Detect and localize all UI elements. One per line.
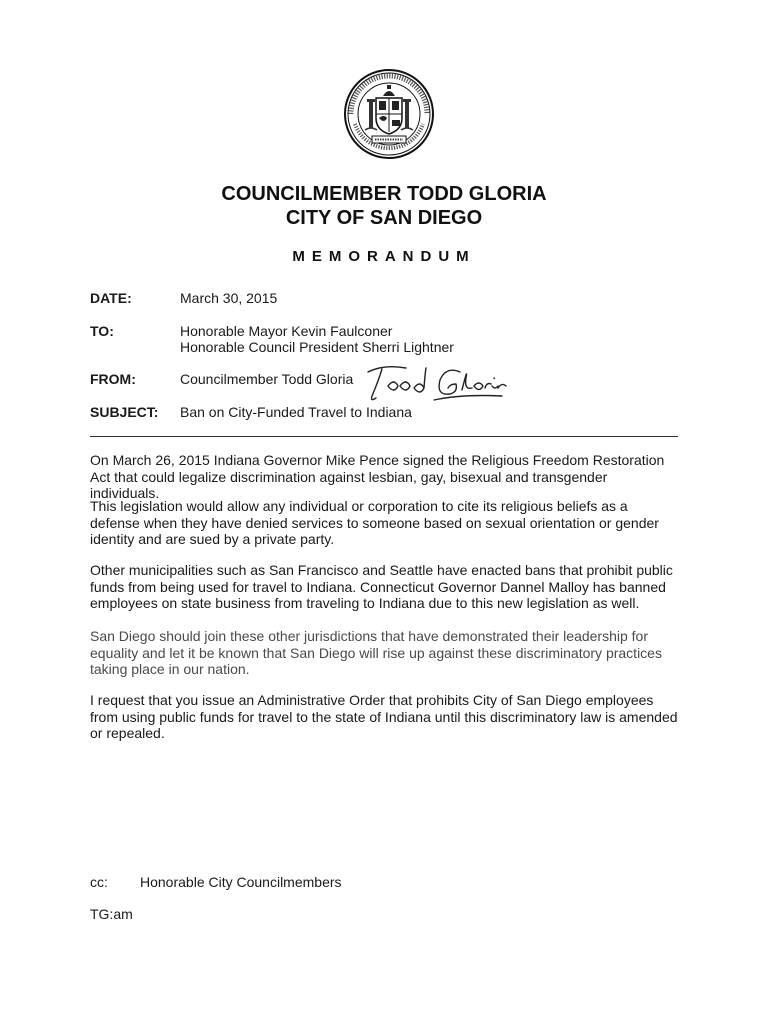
to-recipient-1: Honorable Mayor Kevin Faulconer (180, 323, 393, 339)
date-label: DATE: (90, 290, 132, 306)
from-label: FROM: (90, 371, 136, 387)
typist-initials: TG:am (90, 906, 133, 922)
header-divider (90, 436, 678, 437)
subject-label: SUBJECT: (90, 404, 159, 420)
body-paragraph-2: This legislation would allow any individual or corporation to cite its religious beliefs as a defense when they have denied services to someone based on sexual orientation or gender identity and are sued by a private party. (90, 498, 659, 547)
cc-label: cc: (90, 874, 108, 890)
date-value: March 30, 2015 (180, 290, 278, 306)
city-seal-logo (343, 68, 435, 160)
body-paragraph-5: I request that you issue an Administrative Order that prohibits City of San Diego employees from using public funds for travel to the state of Indiana until this discriminatory law is amended or repealed. (90, 692, 678, 741)
header-councilmember: COUNCILMEMBER TODD GLORIA (221, 183, 547, 205)
cc-recipients: Honorable City Councilmembers (140, 874, 342, 890)
subject-value: Ban on City-Funded Travel to Indiana (180, 404, 412, 420)
handwritten-signature (362, 360, 508, 408)
body-paragraph-4: San Diego should join these other jurisdictions that have demonstrated their leadership for equality and let it be known that San Diego will rise up against these discriminatory practices taking place in our nation. (90, 628, 662, 677)
to-label: TO: (90, 323, 114, 339)
memorandum-label: MEMORANDUM (292, 248, 476, 265)
to-recipient-2: Honorable Council President Sherri Lightner (180, 339, 454, 355)
body-paragraph-3: Other municipalities such as San Francisco and Seattle have enacted bans that prohibit public funds from being used for travel to Indiana. Connecticut Governor Dannel Malloy has banned employees on state business from traveling to Indiana due to this new legislation as well. (90, 562, 673, 611)
from-value: Councilmember Todd Gloria (180, 371, 354, 387)
body-paragraph-1: On March 26, 2015 Indiana Governor Mike Pence signed the Religious Freedom Restoration Act that could legalize discrimination against lesbian, gay, bisexual and transgender individuals. (90, 452, 665, 501)
header-city: CITY OF SAN DIEGO (285, 207, 483, 229)
